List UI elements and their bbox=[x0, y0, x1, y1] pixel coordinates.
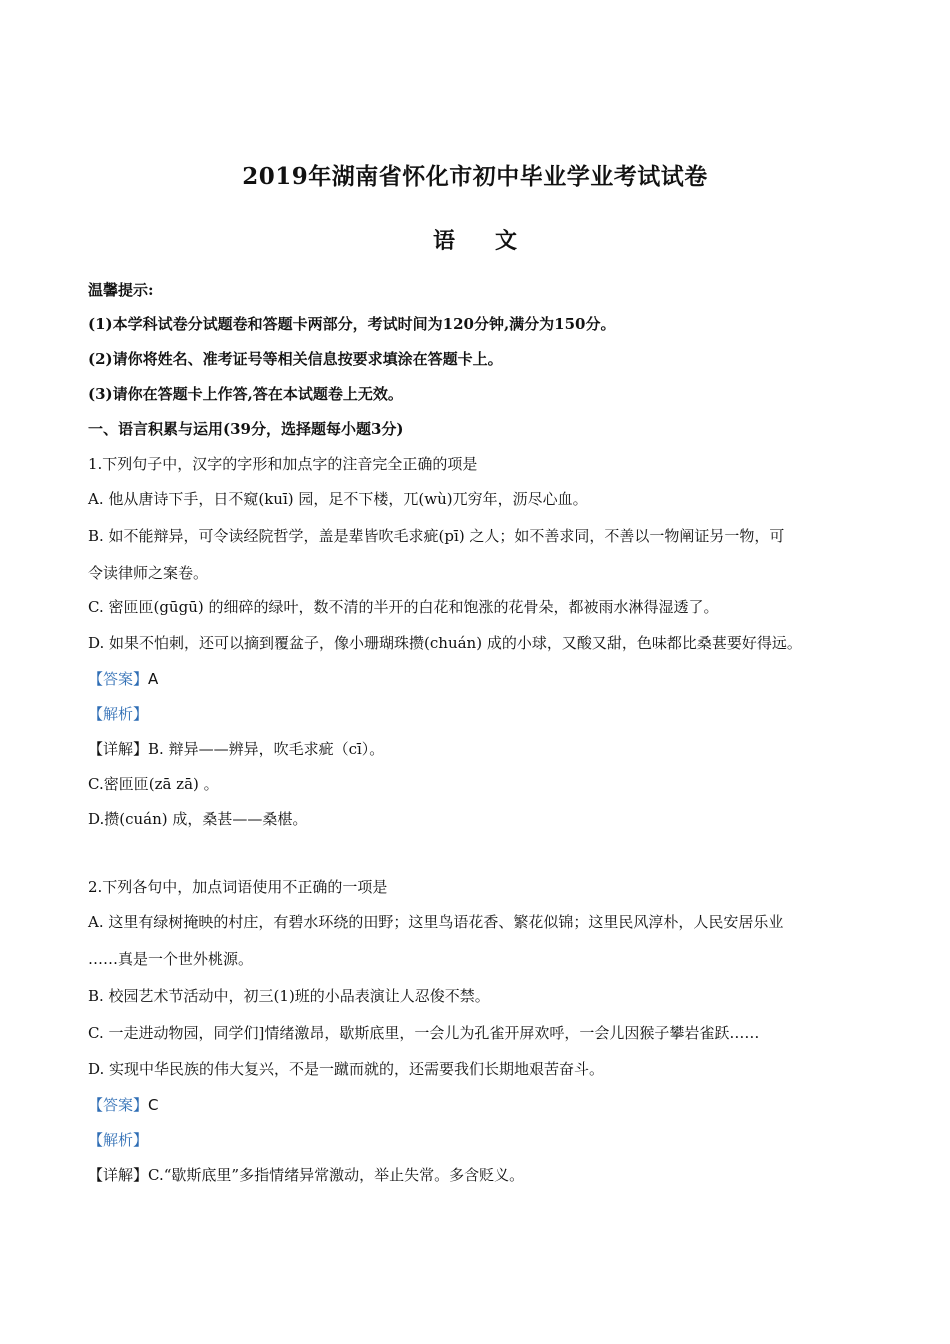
notice-heading: 温馨提示: bbox=[88, 281, 154, 299]
notice-item-3: (3)请你在答题卡上作答,答在本试题卷上无效。 bbox=[88, 385, 403, 403]
q1-option-b: B. 如不能辩异，可令读经院哲学，盖是辈皆吹毛求疵(pī) 之人；如不善求同，不善以一物阐证另一物，可 bbox=[88, 527, 785, 545]
q1-analysis-tag: 【解析】 bbox=[88, 705, 149, 723]
q1-option-c: C. 密匝匝(gūgū) 的细碎的绿叶，数不清的半开的白花和饱涨的花骨朵，都被雨水淋得湿透了。 bbox=[88, 598, 719, 616]
q1-detail-3: D.攒(cuán) 成，桑甚——桑椹。 bbox=[88, 810, 308, 828]
answer-tag: 【答案】 bbox=[88, 1096, 149, 1114]
q2-analysis-tag: 【解析】 bbox=[88, 1131, 149, 1149]
q2-stem: 2.下列各句中，加点词语使用不正确的一项是 bbox=[88, 878, 388, 896]
detail-text: C.“歇斯底里”多指情绪异常激动，举止失常。多含贬义。 bbox=[148, 1166, 525, 1184]
q1-detail-1 bbox=[88, 739, 878, 759]
q1-detail-2: C.密匝匝(zā zā) 。 bbox=[88, 775, 219, 793]
q1-answer bbox=[88, 669, 878, 689]
subject-heading: 语文 bbox=[432, 228, 557, 254]
q2-option-c: C. 一走进动物园，同学们]情绪激昂，歇斯底里，一会儿为孔雀开屏欢呼，一会儿因猴子攀岩雀跃…… bbox=[88, 1024, 760, 1042]
q1-stem: 1.下列句子中，汉字的字形和加点字的注音完全正确的项是 bbox=[88, 455, 478, 473]
answer-value: C bbox=[148, 1096, 159, 1114]
section-heading: 一、语言积累与运用(39分，选择题每小题3分) bbox=[88, 420, 404, 438]
q2-detail-1 bbox=[88, 1165, 878, 1185]
page-title: 2019年湖南省怀化市初中毕业学业考试试卷 bbox=[242, 163, 708, 190]
q2-option-d: D. 实现中华民族的伟大复兴，不是一蹴而就的，还需要我们长期地艰苦奋斗。 bbox=[88, 1060, 605, 1078]
q2-option-b: B. 校园艺术节活动中，初三(1)班的小品表演让人忍俊不禁。 bbox=[88, 987, 490, 1005]
q1-option-b-continued: 令读律师之案卷。 bbox=[88, 564, 209, 582]
notice-item-1: (1)本学科试卷分试题卷和答题卡两部分，考试时间为120分钟,满分为150分。 bbox=[88, 315, 616, 333]
detail-text: B. 辩异——辨异，吹毛求疵（cī）。 bbox=[148, 740, 385, 758]
answer-value: A bbox=[148, 670, 159, 688]
detail-tag: 【详解】 bbox=[88, 1166, 149, 1184]
q1-option-d: D. 如果不怕刺，还可以摘到覆盆子，像小珊瑚珠攒(chuán) 成的小球，又酸又甜，色味都比桑葚要好得远。 bbox=[88, 634, 802, 652]
q2-option-a-continued: ……真是一个世外桃源。 bbox=[88, 950, 254, 968]
answer-tag: 【答案】 bbox=[88, 670, 149, 688]
q2-option-a: A. 这里有绿树掩映的村庄，有碧水环绕的田野；这里鸟语花香、繁花似锦；这里民风淳朴，人民安居乐业 bbox=[88, 913, 784, 931]
q1-option-a: A. 他从唐诗下手，日不窥(kuī) 园，足不下楼，兀(wù)兀穷年，沥尽心血。 bbox=[88, 490, 588, 508]
q2-answer bbox=[88, 1095, 878, 1115]
notice-item-2: (2)请你将姓名、准考证号等相关信息按要求填涂在答题卡上。 bbox=[88, 350, 503, 368]
detail-tag: 【详解】 bbox=[88, 740, 149, 758]
